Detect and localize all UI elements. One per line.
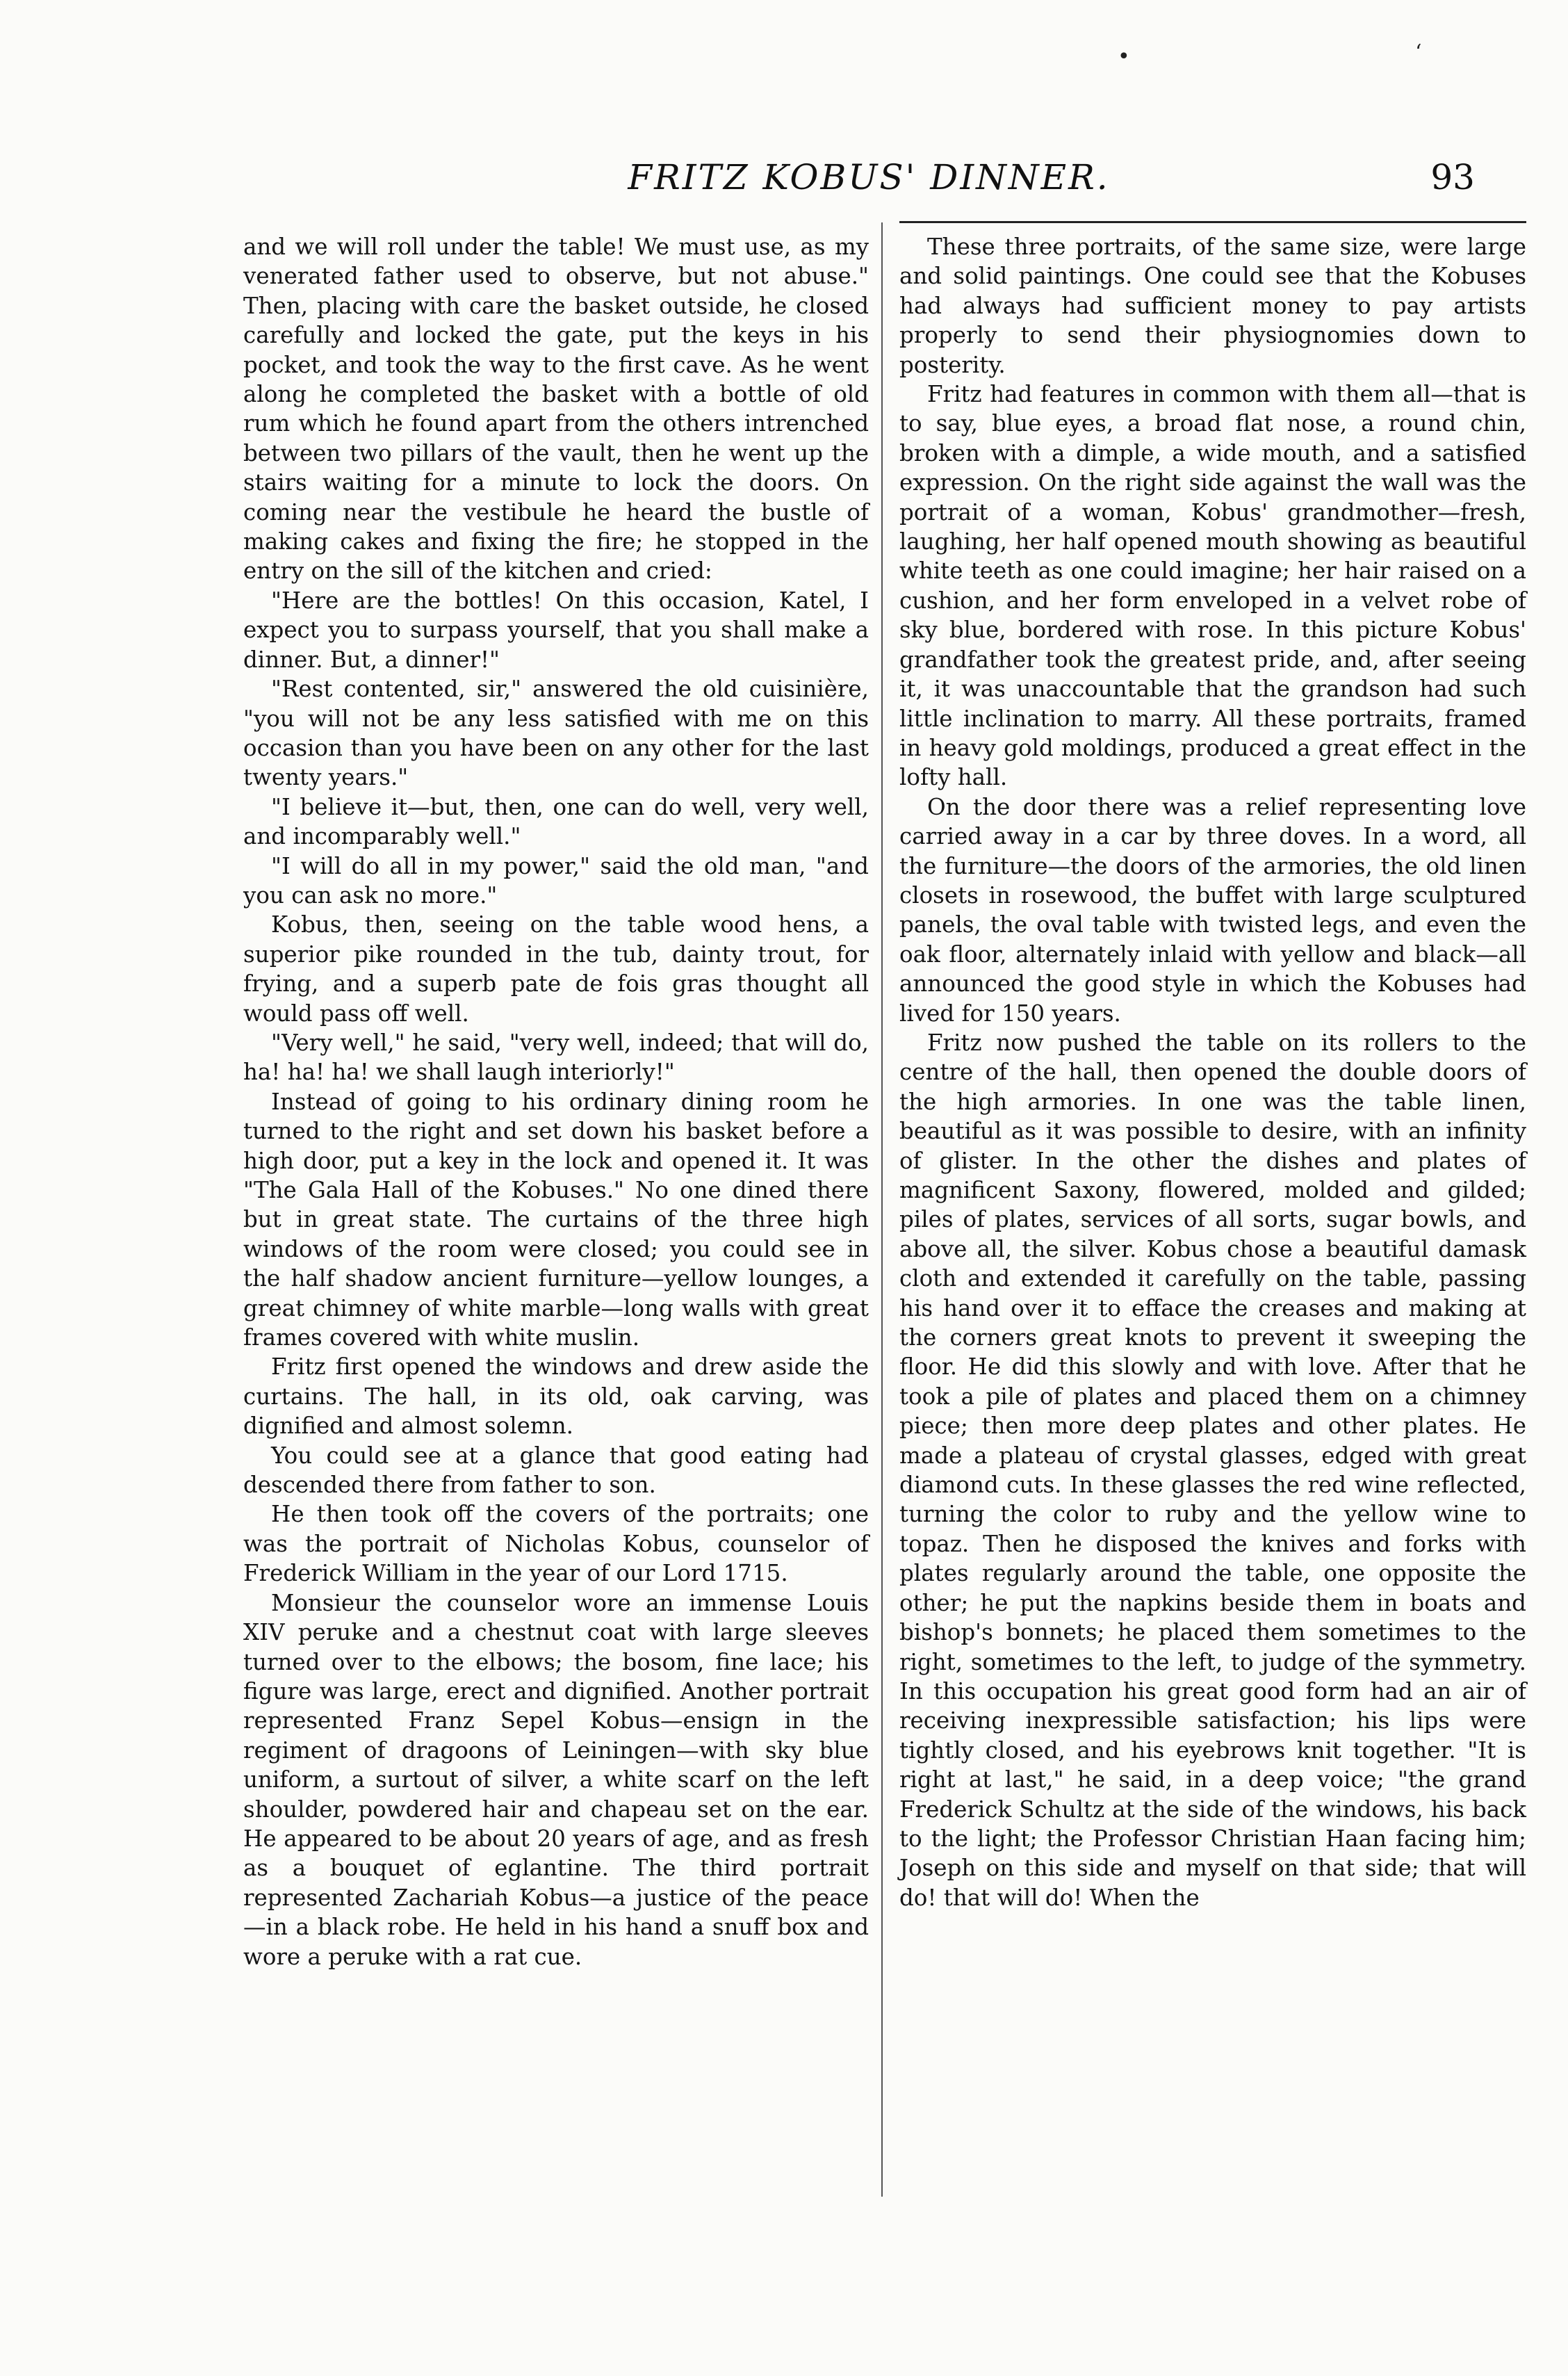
right-column (899, 232, 1526, 1912)
paragraph: You could see at a glance that good eating had descended there from father to son. (243, 1442, 869, 1499)
paragraph: He then took off the covers of the portraits; one was the portrait of Nicholas Kobus, counselor of Frederick William in the year of our Lord 1715. (243, 1501, 869, 1587)
paragraph: "Rest contented, sir," answered the old cuisinière, "you will not be any less satisfied with me on this occasion than you have been on any other for the last twenty years." (243, 676, 869, 791)
running-title: FRITZ KOBUS' DINNER. (628, 157, 1110, 197)
paragraph: Fritz first opened the windows and drew aside the curtains. The hall, in its old, oak carving, was dignified and almost solemn. (243, 1353, 869, 1440)
paragraph: On the door there was a relief representing love carried away in a car by three doves. In a word, all the furniture—the doors of the armories, the old linen closets in rosewood, the buffet with large sculptured panels, the oval table with twisted legs, and even the oak floor, alternately inlaid with yellow and black—all announced the good style in which the Kobuses had lived for 150 years. (899, 793, 1526, 1027)
paragraph: and we will roll under the table! We must use, as my venerated father used to observe, but not abuse." Then, placing with care the basket outside, he closed carefully and locked the gate, put the keys in his pocket, and took the way to the first cave. As he went along he completed the basket with a bottle of old rum which he found apart from the others intrenched between two pillars of the vault, then he went up the stairs waiting for a minute to lock the doors. On coming near the vestibule he heard the bustle of making cakes and fixing the fire; he stopped in the entry on the sill of the kitchen and cried: (243, 234, 869, 585)
paragraph: "Here are the bottles! On this occasion, Katel, I expect you to surpass yourself, that you shall make a dinner. But, a dinner!" (243, 587, 869, 673)
page-number: 93 (1430, 157, 1475, 197)
paragraph: Monsieur the counselor wore an immense Louis XIV peruke and a chestnut coat with large sleeves turned over to the elbows; the bosom, fine lace; his figure was large, erect and dignified. Another portrait represented Franz Sepel Kobus—ensign in the regiment of dragoons of Leiningen—with sky blue uniform, a surtout of silver, a white scarf on the left shoulder, powdered hair and chapeau set on the ear. He appeared to be about 20 years of age, and as fresh as a bouquet of eglantine. The third portrait represented Zachariah Kobus—a justice of the peace—in a black robe. He held in his hand a snuff box and wore a peruke with a rat cue. (243, 1589, 869, 1970)
paragraph: Fritz now pushed the table on its rollers to the centre of the hall, then opened the double doors of the high armories. In one was the table linen, beautiful as it was possible to desire, with an infinity of glister. In the other the dishes and plates of magnificent Saxony, flowered, molded and gilded; piles of plates, services of all sorts, sugar bowls, and above all, the silver. Kobus chose a beautiful damask cloth and extended it carefully on the table, passing his hand over it to efface the creases and making at the corners great knots to prevent it sweeping the floor. He did this slowly and with love. After that he took a pile of plates and placed them on a chimney piece; then more deep plates and other plates. He made a plateau of crystal glasses, edged with great diamond cuts. In these glasses the red wine reflected, turning the color to ruby and the yellow wine to topaz. Then he disposed the knives and forks with plates regularly around the table, one opposite the other; he put the napkins beside them in boats and bishop's bonnets; he placed them sometimes to the right, sometimes to the left, to judge of the symmetry. In this occupation his great good form had an air of receiving inexpressible satisfaction; his lips were tightly closed, and his eyebrows knit together. "It is right at last," he said, in a deep voice; "the grand Frederick Schultz at the side of the windows, his back to the light; the Professor Christian Haan facing him; Joseph on this side and myself on that side; that will do! that will do! When the (899, 1029, 1526, 1911)
paragraph: "Very well," he said, "very well, indeed; that will do, ha! ha! ha! we shall laugh interiorly!" (243, 1029, 869, 1086)
speck-mark: ‘ (1415, 40, 1422, 65)
paragraph: Instead of going to his ordinary dining room he turned to the right and set down his basket before a high door, put a key in the lock and opened it. It was "The Gala Hall of the Kobuses." No one dined there but in great state. The curtains of the three high windows of the room were closed; you could see in the half shadow ancient furniture—yellow lounges, a great chimney of white marble—long walls with great frames covered with white muslin. (243, 1088, 869, 1351)
paragraph: "I believe it—but, then, one can do well, very well, and incomparably well." (243, 793, 869, 850)
paragraph: Kobus, then, seeing on the table wood hens, a superior pike rounded in the tub, dainty trout, for frying, and a superb pate de fois gras thought all would pass off well. (243, 911, 869, 1027)
speck-mark: • (1118, 44, 1130, 69)
running-header (243, 157, 1494, 206)
column-divider (881, 222, 883, 2197)
left-column (243, 232, 869, 1971)
header-rule (899, 221, 1526, 223)
paragraph: These three portraits, of the same size, were large and solid paintings. One could see that the Kobuses had always had sufficient money to pay artists properly to send their physiognomies down to posterity. (899, 234, 1526, 378)
paragraph: "I will do all in my power," said the old man, "and you can ask no more." (243, 852, 869, 909)
paragraph: Fritz had features in common with them all—that is to say, blue eyes, a broad flat nose, a round chin, broken with a dimple, a wide mouth, and a satisfied expression. On the right side against the wall was the portrait of a woman, Kobus' grandmother—fresh, laughing, her half opened mouth showing as beautiful white teeth as one could imagine; her hair raised on a cushion, and her form enveloped in a velvet robe of sky blue, bordered with rose. In this picture Kobus' grandfather took the greatest pride, and, after seeing it, it was unaccountable that the grandson had such little inclination to marry. All these portraits, framed in heavy gold moldings, produced a great effect in the lofty hall. (899, 381, 1526, 791)
